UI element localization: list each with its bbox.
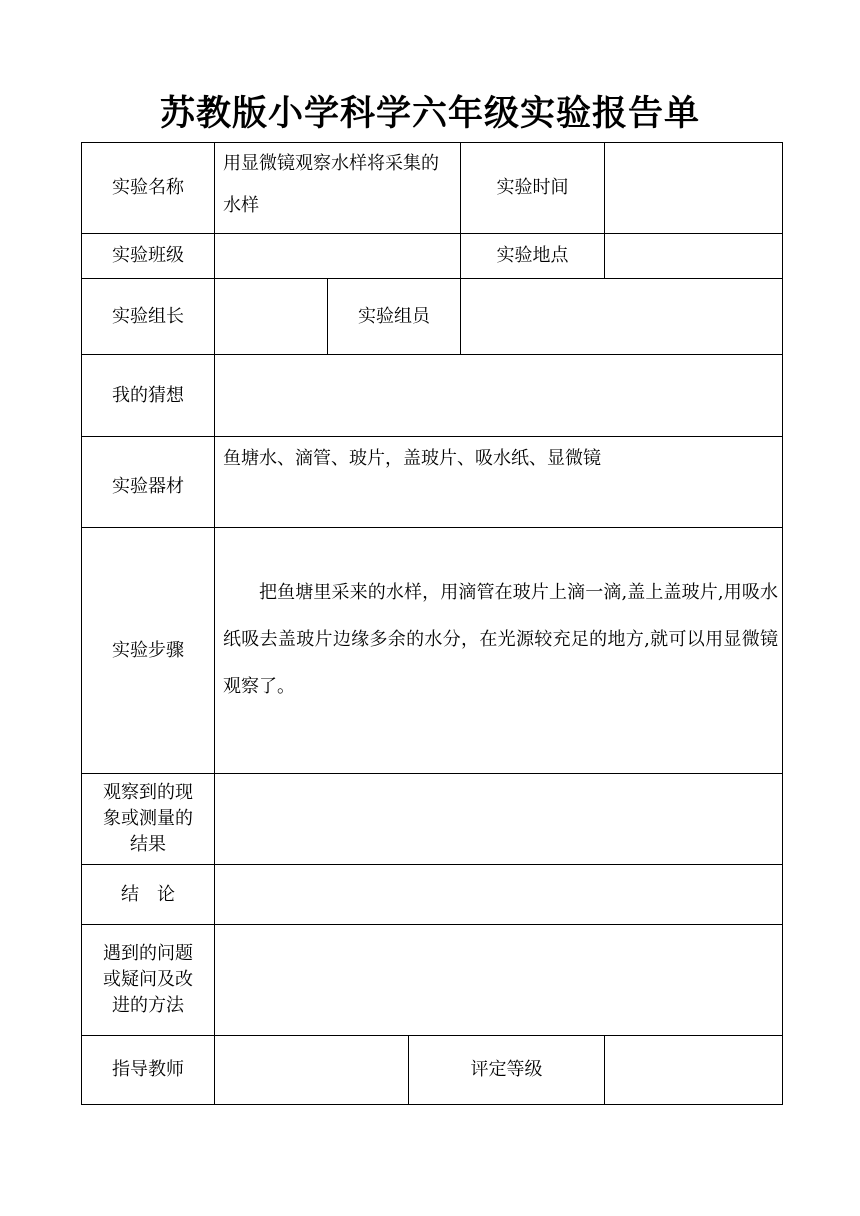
location-value[interactable] <box>605 234 782 278</box>
grade-label: 评定等级 <box>470 1059 543 1080</box>
hypothesis-value[interactable] <box>215 355 782 436</box>
class-value[interactable] <box>215 234 460 278</box>
experiment-time-label: 实验时间 <box>496 177 569 198</box>
steps-label: 实验步骤 <box>112 639 184 661</box>
grade-value[interactable] <box>605 1036 782 1104</box>
observation-value[interactable] <box>215 774 782 864</box>
location-label: 实验地点 <box>496 245 569 266</box>
table-border-bottom <box>81 1104 783 1105</box>
leader-value[interactable] <box>215 279 327 354</box>
conclusion-label: 结 论 <box>121 883 175 905</box>
materials-label: 实验器材 <box>112 476 184 497</box>
table-border-right <box>782 142 783 1105</box>
page-title: 苏教版小学科学六年级实验报告单 <box>159 93 700 134</box>
experiment-time-value[interactable] <box>605 143 782 233</box>
conclusion-value[interactable] <box>215 865 782 924</box>
hypothesis-label: 我的猜想 <box>112 384 184 406</box>
members-value[interactable] <box>461 279 782 354</box>
members-label: 实验组员 <box>358 305 430 327</box>
teacher-label: 指导教师 <box>112 1059 184 1080</box>
problems-label: 遇到的问题或疑问及改进的方法 <box>103 943 193 1016</box>
experiment-name-value[interactable]: 用显微镜观察水样将采集的水样 <box>223 153 439 216</box>
observation-label: 观察到的现象或测量的结果 <box>103 782 193 855</box>
experiment-name-label: 实验名称 <box>112 177 184 198</box>
problems-value[interactable] <box>215 925 782 1035</box>
steps-value[interactable]: 把鱼塘里采来的水样，用滴管在玻片上滴一滴,盖上盖玻片,用吸水纸吸去盖玻片边缘多余的水分，在光源较充足的地方,就可以用显微镜观察了。 <box>223 582 778 697</box>
materials-value[interactable]: 鱼塘水、滴管、玻片，盖玻片、吸水纸、显微镜 <box>223 448 601 469</box>
teacher-value[interactable] <box>215 1036 408 1104</box>
class-label: 实验班级 <box>112 245 184 266</box>
leader-label: 实验组长 <box>112 305 184 327</box>
